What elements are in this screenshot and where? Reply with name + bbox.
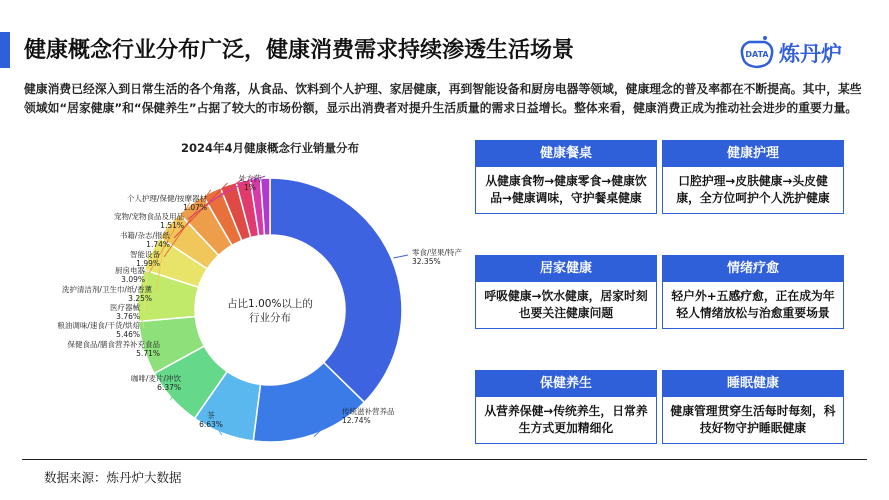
card-health-care xyxy=(662,140,844,214)
card-body: 健康管理贯穿生活每时每刻，科技好物守护睡眠健康 xyxy=(670,404,836,435)
logo-badge: DATA xyxy=(745,50,769,59)
card-emotional-healing xyxy=(662,255,844,329)
page-title: 健康概念行业分布广泛，健康消费需求持续渗透生活场景 xyxy=(24,38,575,63)
slice-label: 医疗器械 xyxy=(110,303,140,312)
slice-value-label: 12.74% xyxy=(342,416,371,425)
card-home-health xyxy=(475,255,657,329)
slice-label: 宠物/宠物食品及用品 xyxy=(113,212,184,221)
card-body: 轻户外+五感疗愈，正在成为年轻人情绪放松与治愈重要场景 xyxy=(671,289,835,320)
donut-slice xyxy=(270,178,402,402)
card-wellness xyxy=(475,370,657,444)
slice-value-label: 6.37% xyxy=(157,383,181,392)
card-healthy-table xyxy=(475,140,657,214)
card-sleep-health xyxy=(662,370,844,444)
slice-value-label: 3.25% xyxy=(128,294,152,303)
slice-value-label: 1.07% xyxy=(183,203,207,212)
brand-logo xyxy=(735,34,875,74)
card-body: 从营养保健→传统养生，日常养生方式更加精细化 xyxy=(484,404,648,435)
slice-value-label: 1.74% xyxy=(146,240,170,249)
card-title: 健康餐桌 xyxy=(476,141,656,167)
slice-value-label: 1% xyxy=(244,183,256,192)
slice-value-label: 1.51% xyxy=(160,221,184,230)
slice-label: 传统滋补营养品 xyxy=(342,407,395,416)
card-title: 睡眠健康 xyxy=(663,371,843,397)
slice-label: 智能设备 xyxy=(130,250,160,259)
slice-label: 书籍/杂志/报纸 xyxy=(119,231,170,240)
slice-value-label: 32.35% xyxy=(412,257,441,266)
slice-value-label: 5.71% xyxy=(136,349,160,358)
donut-center-label: 占比1.00%以上的 xyxy=(227,298,313,310)
chart-title: 2024年4月健康概念行业销量分布 xyxy=(180,141,359,155)
slice-label: 粮油调味/速食/干货/烘焙 xyxy=(57,321,140,330)
slice-value-label: 3.76% xyxy=(116,312,140,321)
title-accent-bar xyxy=(0,32,10,68)
donut-chart xyxy=(0,155,470,460)
donut-center-label: 行业分布 xyxy=(249,312,291,324)
slice-label: 咖啡/麦片/冲饮 xyxy=(130,374,181,383)
leader-line xyxy=(394,255,408,258)
card-title: 健康护理 xyxy=(663,141,843,167)
card-body: 口腔护理→皮肤健康→头皮健康，全方位呵护个人洗护健康 xyxy=(676,174,830,205)
slice-label: 茶 xyxy=(207,411,215,420)
slice-label: 保健食品/膳食营养补充食品 xyxy=(67,340,160,349)
logo-text: 炼丹炉 xyxy=(779,42,842,66)
logo-flask-icon xyxy=(735,34,777,70)
slice-value-label: 1.99% xyxy=(136,259,160,268)
card-title: 居家健康 xyxy=(476,256,656,282)
slice-value-label: 5.46% xyxy=(116,330,140,339)
footer-divider xyxy=(22,459,867,460)
slice-label: 零食/坚果/特产 xyxy=(412,248,463,257)
intro-paragraph: 健康消费已经深入到日常生活的各个角落，从食品、饮料到个人护理、家居健康，再到智能设备和厨房电器等领域，健康理念的普及率都在不断提高。其中，某些领域如“居家健康”和“保健养生”占据了较大的市场份额，显示出消费者对提升生活质量的需求日益增长。整体来看，健康消费正成为推动社会进步的重要力量。 xyxy=(24,82,862,115)
slice-value-label: 6.63% xyxy=(199,420,223,429)
card-title: 情绪疗愈 xyxy=(663,256,843,282)
slice-label: 洗护清洁剂/卫生巾/纸/香薰 xyxy=(61,285,152,294)
slice-value-label: 3.09% xyxy=(121,275,145,284)
slice-label: 处方药 xyxy=(238,174,262,183)
card-body: 从健康食物→健康零食→健康饮品→健康调味，守护餐桌健康 xyxy=(485,174,647,205)
slice-label: 厨房电器 xyxy=(115,266,145,275)
data-source: 数据来源：炼丹炉大数据 xyxy=(44,470,182,485)
card-body: 呼吸健康→饮水健康，居家时刻也要关注健康问题 xyxy=(484,289,648,320)
slice-label: 个人护理/保健/按摩器材 xyxy=(126,194,207,203)
card-title: 保健养生 xyxy=(476,371,656,397)
